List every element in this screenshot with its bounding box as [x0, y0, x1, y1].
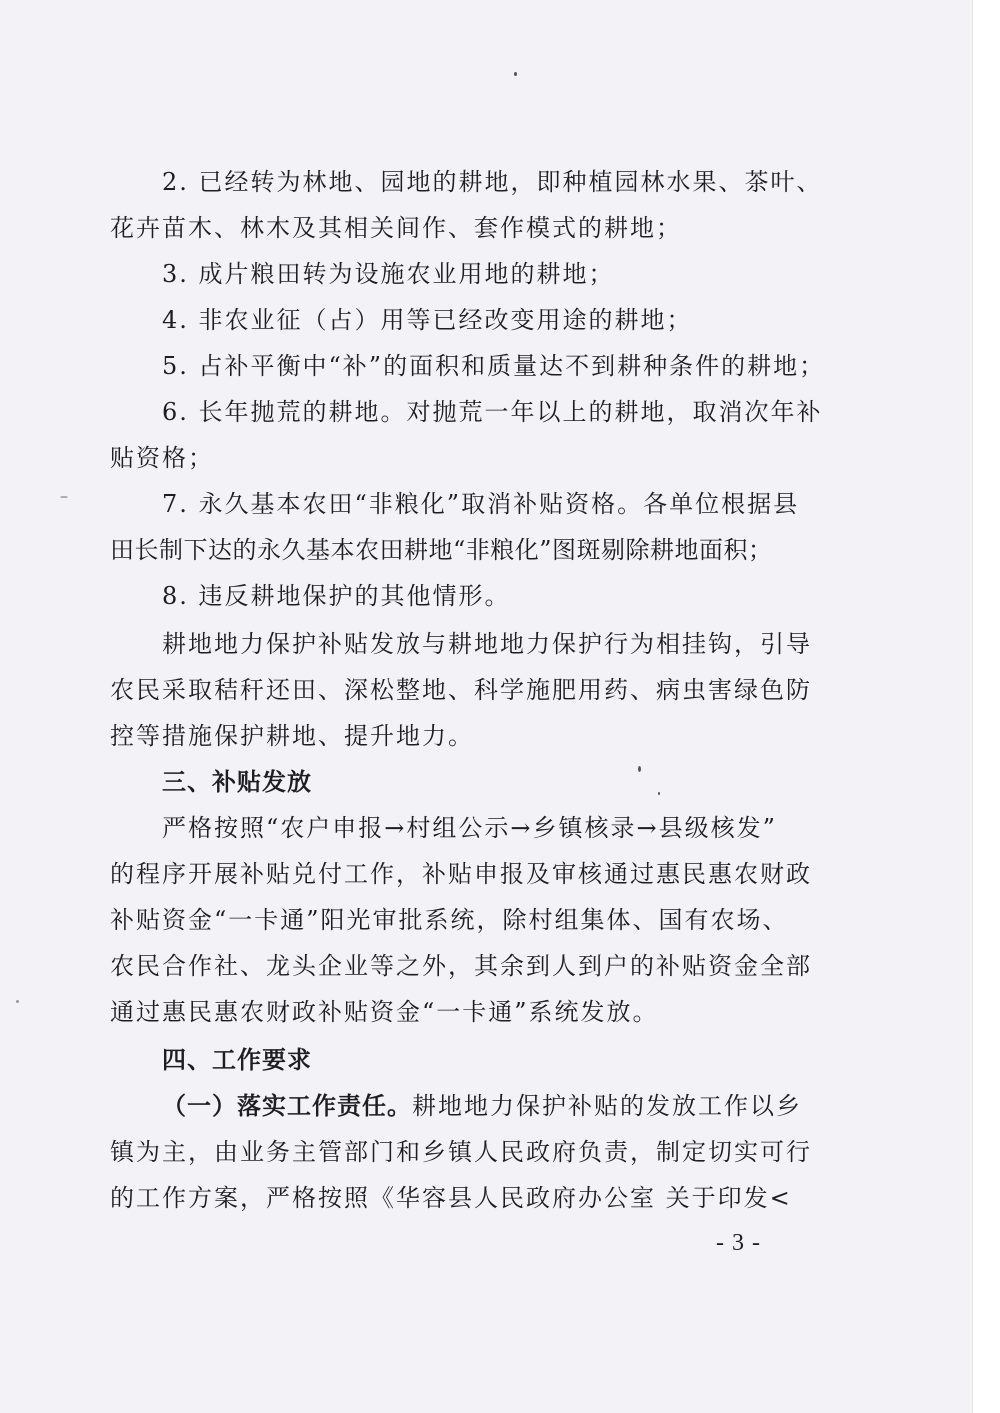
requirement-1-line-1 [162, 1090, 882, 1122]
list-item-7-line-2: 田长制下达的永久基本农田耕地“非粮化”图斑剔除耕地面积； [110, 536, 773, 564]
paragraph-distribution-line-4: 农民合作社、龙头企业等之外，其余到人到户的补贴资金全部 [110, 952, 812, 980]
paragraph-distribution-line-1: 严格按照“农户申报→村组公示→乡镇核录→县级核发” [162, 814, 777, 842]
scan-speck [16, 1000, 19, 1003]
scan-speck [514, 72, 517, 76]
requirement-1-text: 耕地地力保护补贴的发放工作以乡 [412, 1092, 802, 1120]
section-heading-work-requirements: 四、工作要求 [162, 1046, 312, 1074]
paragraph-distribution-line-5: 通过惠民惠农财政补贴资金“一卡通”系统发放。 [110, 998, 659, 1026]
paragraph-distribution-line-3: 补贴资金“一卡通”阳光审批系统，除村组集体、国有农场、 [110, 906, 789, 934]
paragraph-distribution-line-2: 的程序开展补贴兑付工作，补贴申报及审核通过惠民惠农财政 [110, 860, 812, 888]
paragraph-linkage-line-2: 农民采取秸秆还田、深松整地、科学施肥用药、病虫害绿色防 [110, 676, 812, 704]
list-item-8: 8. 违反耕地保护的其他情形。 [162, 582, 511, 610]
list-item-3: 3. 成片粮田转为设施农业用地的耕地； [162, 260, 615, 288]
list-item-6-line-2: 贴资格； [110, 444, 214, 472]
section-heading-subsidy-distribution: 三、补贴发放 [162, 768, 312, 796]
list-item-2-line-2: 花卉苗木、林木及其相关间作、套作模式的耕地； [110, 214, 682, 242]
scan-speck [638, 766, 641, 772]
scan-speck [60, 496, 68, 498]
list-item-4: 4. 非农业征（占）用等已经改变用途的耕地； [162, 306, 693, 334]
paragraph-linkage-line-3: 控等措施保护耕地、提升地力。 [110, 722, 474, 750]
requirement-1-lead: （一）落实工作责任。 [162, 1092, 412, 1120]
requirement-1-line-3: 的工作方案，严格按照《华容县人民政府办公室 关于印发< [110, 1184, 792, 1212]
scan-margin [972, 0, 1000, 1413]
list-item-6-line-1: 6. 长年抛荒的耕地。对抛荒一年以上的耕地，取消次年补 [162, 398, 823, 426]
list-item-7-line-1: 7. 永久基本农田“非粮化”取消补贴资格。各单位根据县 [162, 490, 800, 518]
page-number: - 3 - [716, 1230, 761, 1256]
list-item-5: 5. 占补平衡中“补”的面积和质量达不到耕种条件的耕地； [162, 352, 826, 380]
requirement-1-line-2: 镇为主，由业务主管部门和乡镇人民政府负责，制定切实可行 [110, 1138, 812, 1166]
list-item-2-line-1: 2. 已经转为林地、园地的耕地，即种植园林水果、茶叶、 [162, 168, 823, 196]
scan-speck [658, 792, 660, 795]
paragraph-linkage-line-1: 耕地地力保护补贴发放与耕地地力保护行为相挂钩，引导 [162, 630, 812, 658]
